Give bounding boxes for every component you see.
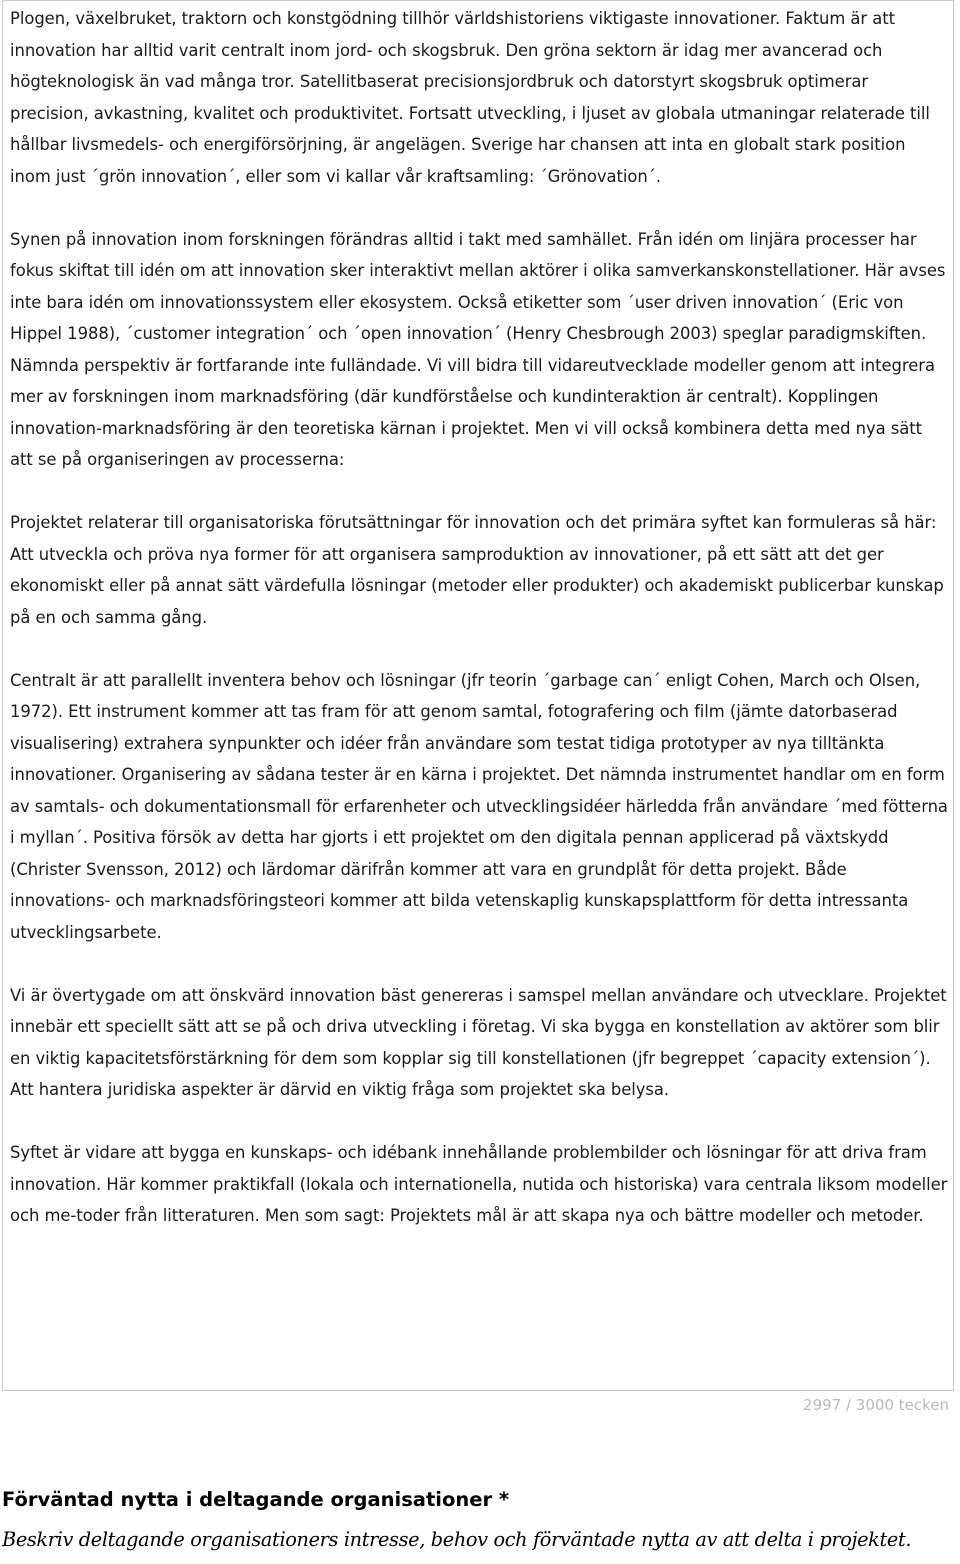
text-paragraph: Synen på innovation inom forskningen förändras alltid i takt med samhället. Från idén om linjära processer har fokus skiftat till idén om att innovation sker interaktivt mellan aktörer i olika samverkanskonstellationer. Här avses inte bara idén om innovationssystem eller ekosystem. Också etiketter som ´user driven innovation´ (Eric von Hippel 1988), ´customer integration´ och ´open innovation´ (Henry Chesbrough 2003) speglar paradigmskiften. Nämnda perspektiv är fortfarande inte fulländade. Vi vill bidra till vidareutvecklade modeller genom att integrera mer av forskningen inom marknadsföring (där kundförståelse och kundinteraktion är centralt). Kopplingen innovation-marknadsföring är den teoretiska kärnan i projektet. Men vi vill också kombinera detta med nya sätt att se på organiseringen av processerna:	[10, 229, 946, 469]
character-counter: 2997 / 3000 tecken	[803, 1396, 949, 1414]
project-description-textarea[interactable]	[2, 0, 954, 1391]
text-paragraph: Vi är övertygade om att önskvärd innovation bäst genereras i samspel mellan användare och utvecklare. Projektet innebär ett speciellt sätt att se på och driva utveckling i företag. Vi ska bygga en konstellation av aktörer som blir en viktig kapacitetsförstärkning för dem som kopplar sig till konstellationen (jfr begreppet ´capacity extension´). Att hantera juridiska aspekter är därvid en viktig fråga som projektet ska belysa.	[10, 985, 947, 1099]
text-paragraph: Plogen, växelbruket, traktorn och konstgödning tillhör världshistoriens viktigaste innovationer. Faktum är att innovation har alltid varit centralt inom jord- och skogsbruk. Den gröna sektorn är idag mer avancerad och högteknologisk än vad många tror. Satellitbaserat precisionsjordbruk och datorstyrt skogsbruk optimerar precision, avkastning, kvalitet och produktivitet. Fortsatt utveckling, i ljuset av globala utmaningar relaterade till hållbar livsmedels- och energiförsörjning, är angelägen. Sverige har chansen att inta en globalt stark position inom just ´grön innovation´, eller som vi kallar vår kraftsamling: ´Grönovation´.	[10, 9, 930, 186]
section-heading: Förväntad nytta i deltagande organisationer *	[2, 1488, 510, 1511]
section-description: Beskriv deltagande organisationers intresse, behov och förväntade nytta av att delta i projektet.	[2, 1528, 912, 1551]
text-paragraph: Centralt är att parallellt inventera behov och lösningar (jfr teorin ´garbage can´ enligt Cohen, March och Olsen, 1972). Ett instrument kommer att tas fram för att genom samtal, fotografering och film (jämte datorbaserad visualisering) extrahera synpunkter och idéer från användare som testat tidiga prototyper av nya tilltänkta innovationer. Organisering av sådana tester är en kärna i projektet. Det nämnda instrumentet handlar om en form av samtals- och dokumentationsmall för erfarenheter och utvecklingsidéer härledda från användare ´med fötterna i myllan´. Positiva försök av detta har gjorts i ett projektet om den digitala pennan applicerad på växtskydd (Christer Svensson, 2012) och lärdomar därifrån kommer att vara en grundplåt för detta projekt. Både innovations- och marknadsföringsteori kommer att bilda vetenskaplig kunskapsplattform för detta intressanta utvecklingsarbete.	[10, 670, 948, 942]
text-paragraph: Projektet relaterar till organisatoriska förutsättningar för innovation och det primära syftet kan formuleras så här: Att utveckla och pröva nya former för att organisera samproduktion av innovationer, på ett sätt att det ger ekonomiskt eller på annat sätt värdefulla lösningar (metoder eller produkter) och akademiskt publicerbar kunskap på en och samma gång.	[10, 513, 944, 627]
text-paragraph: Syftet är vidare att bygga en kunskaps- och idébank innehållande problembilder och lösningar för att driva fram innovation. Här kommer praktikfall (lokala och internationella, nutida och historiska) vara centrala liksom modeller och me-toder från litteraturen. Men som sagt: Projektets mål är att skapa nya och bättre modeller och metoder.	[10, 1143, 948, 1225]
